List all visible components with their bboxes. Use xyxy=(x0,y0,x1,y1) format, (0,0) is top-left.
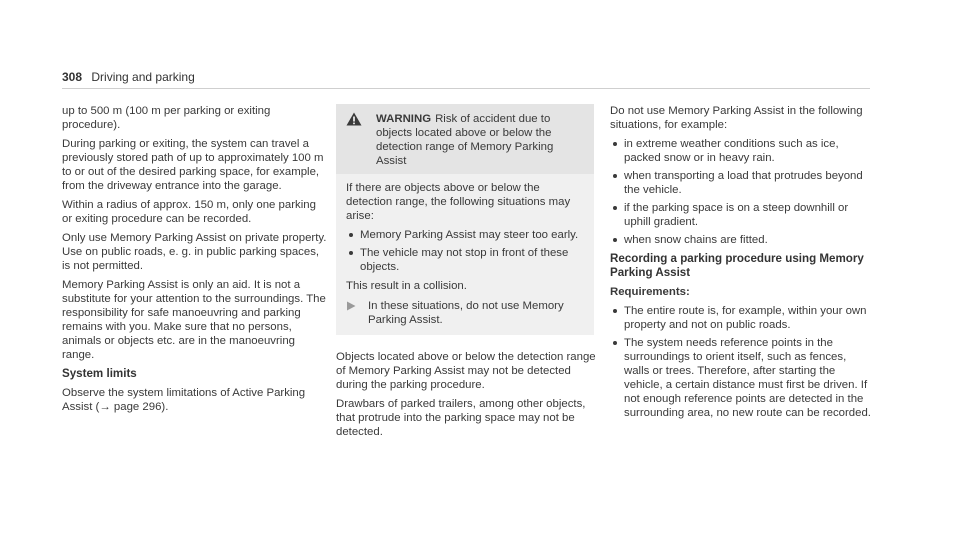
list-item: Memory Parking Assist may steer too early. xyxy=(346,228,584,242)
column-left xyxy=(62,104,327,419)
header-rule xyxy=(62,88,870,89)
warning-label: WARNING xyxy=(376,113,432,125)
list-item: when transporting a load that protrudes beyond the vehicle. xyxy=(610,169,872,197)
cross-ref-suffix: page 296). xyxy=(110,401,169,413)
play-arrow-icon xyxy=(346,299,368,327)
situations-list xyxy=(610,137,872,247)
list-item: if the parking space is on a steep downhill or uphill gradient. xyxy=(610,201,872,229)
paragraph: Objects located above or below the detection range of Memory Parking Assist may not be detected during the parking procedure. xyxy=(336,351,596,391)
paragraph: Memory Parking Assist is only an aid. It is not a substitute for your attention to the surroundings. The responsibility for safe manoeuvring and parking remains with you. Make sure that no persons, animals or objects etc. are in the manoeuvring range. xyxy=(62,279,326,361)
paragraph: Drawbars of parked trailers, among other objects, that protrude into the parking space may not be detected. xyxy=(336,398,586,438)
warning-header xyxy=(336,104,594,174)
warning-heading xyxy=(376,112,584,168)
paragraph: up to 500 m (100 m per parking or exiting procedure). xyxy=(62,105,271,131)
cross-ref-prefix: Observe the system limitations of Active Parking Assist ( xyxy=(62,387,306,413)
warning-body xyxy=(336,174,594,335)
paragraph: During parking or exiting, the system can travel a previously stored path of up to approximately 100 m to or out of the desired parking space, for example, from the driveway entrance into the garage. xyxy=(62,138,324,192)
requirements-list xyxy=(610,304,872,420)
recording-heading: Recording a parking procedure using Memory Parking Assist xyxy=(610,252,864,279)
page-header xyxy=(62,70,195,84)
warning-result: This result in a collision. xyxy=(346,280,467,292)
warning-intro: If there are objects above or below the detection range, the following situations may arise: xyxy=(346,182,571,222)
requirements-label: Requirements: xyxy=(610,286,690,298)
column-middle xyxy=(336,104,596,444)
warning-list xyxy=(346,228,584,274)
list-item: The vehicle may not stop in front of these objects. xyxy=(346,246,584,274)
page-number: 308 xyxy=(62,70,83,84)
warning-title: Risk of accident due to objects located above or below the detection range of Memory Parking Assist xyxy=(376,113,554,167)
warning-action xyxy=(346,299,584,327)
section-title: Driving and parking xyxy=(91,70,195,84)
warning-box xyxy=(336,104,594,335)
list-item: when snow chains are fitted. xyxy=(610,233,872,247)
paragraph: Within a radius of approx. 150 m, only one parking or exiting procedure can be recorded. xyxy=(62,199,316,225)
column-right xyxy=(610,104,872,425)
paragraph-cross-reference xyxy=(62,386,327,414)
paragraph: Do not use Memory Parking Assist in the following situations, for example: xyxy=(610,105,863,131)
list-item: in extreme weather conditions such as ice, packed snow or in heavy rain. xyxy=(610,137,872,165)
cross-ref-arrow-icon: → xyxy=(99,401,111,413)
list-item: The system needs reference points in the surroundings to orient itself, such as fences, walls or trees. Therefore, after starting the vehicle, a certain distance must first be driven. If not enough reference points are detected in the surrounding area, no new route can be recorded. xyxy=(610,336,872,420)
system-limits-heading: System limits xyxy=(62,367,137,380)
list-item: The entire route is, for example, within your own property and not on public roads. xyxy=(610,304,872,332)
warning-triangle-icon xyxy=(346,112,376,168)
paragraph: Only use Memory Parking Assist on private property. Use on public roads, e. g. in public parking spaces, is not permitted. xyxy=(62,232,327,272)
warning-action-text: In these situations, do not use Memory Parking Assist. xyxy=(368,300,564,326)
